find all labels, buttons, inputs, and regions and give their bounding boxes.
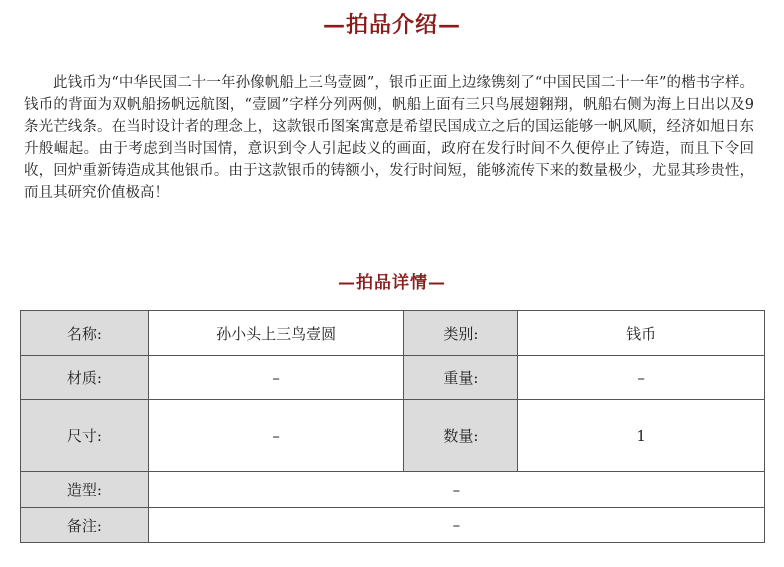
size-label: 尺寸: bbox=[21, 400, 149, 472]
size-value: – bbox=[148, 400, 404, 472]
remark-value: – bbox=[148, 508, 764, 543]
quantity-label: 数量: bbox=[404, 400, 518, 472]
table-row bbox=[21, 472, 765, 508]
quantity-value: 1 bbox=[518, 400, 765, 472]
material-label: 材质: bbox=[21, 356, 149, 400]
shape-label: 造型: bbox=[21, 472, 149, 508]
table-row bbox=[21, 400, 765, 472]
category-value: 钱币 bbox=[518, 311, 765, 356]
details-section-title: —拍品详情— bbox=[338, 273, 446, 293]
category-label: 类别: bbox=[404, 311, 518, 356]
name-label: 名称: bbox=[21, 311, 149, 356]
table-row bbox=[21, 311, 765, 356]
material-value: – bbox=[148, 356, 404, 400]
weight-label: 重量: bbox=[404, 356, 518, 400]
details-table bbox=[20, 310, 765, 543]
table-row bbox=[21, 356, 765, 400]
intro-section-title: —拍品介绍— bbox=[322, 12, 461, 38]
name-value: 孙小头上三鸟壹圆 bbox=[148, 311, 404, 356]
intro-paragraph: 此钱币为“中华民国二十一年孙像帆船上三鸟壹圆”，银币正面上边缘镌刻了“中国民国二十一年”的楷书字样。钱币的背面为双帆船扬帆远航图，“壹圆”字样分列两侧，帆船上面有三只鸟展翅翱翔，帆船右侧为海上日出以及9条光芒线条。在当时设计者的理念上，这款银币图案寓意是希望民国成立之后的国运能够一帆风顺，经济如旭日东升般崛起。由于考虑到当时国情，意识到令人引起歧义的画面，政府在发行时间不久便停止了铸造，而且下令回收，回炉重新铸造成其他银币。由于这款银币的铸额小，发行时间短，能够流传下来的数量极少，尤显其珍贵性，而且其研究价值极高！ bbox=[24, 75, 754, 201]
remark-label: 备注: bbox=[21, 508, 149, 543]
table-row bbox=[21, 508, 765, 543]
weight-value: – bbox=[518, 356, 765, 400]
shape-value: – bbox=[148, 472, 764, 508]
